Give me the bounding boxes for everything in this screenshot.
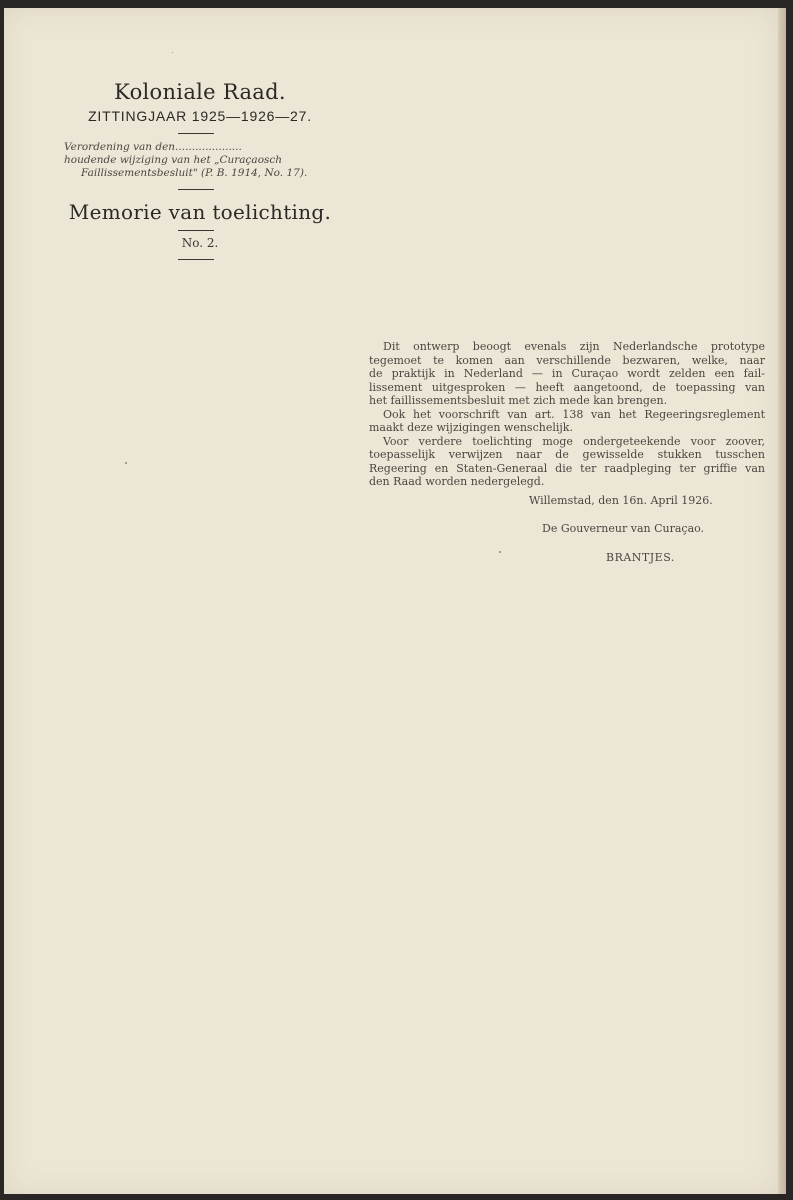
body-line: Ook het voorschrift van art. 138 van het Regeeringsreglement — [383, 407, 765, 421]
body-line: Voor verdere toelichting moge ondergeteekende voor zoover, — [383, 434, 765, 448]
body-line: Dit ontwerp beoogt evenals zijn Nederlandsche prototype — [383, 340, 765, 353]
subject-line-2: houdende wijziging van het „Curaçaosch — [64, 154, 283, 166]
body-line: de praktijk in Nederland — in Curaçao wordt zelden een fail- — [369, 367, 765, 380]
paper-speck — [499, 551, 501, 553]
signatory-office: De Gouverneur van Curaçao. — [542, 522, 705, 535]
body-line: maakt deze wijzigingen wenschelijk. — [369, 421, 573, 434]
session-year: ZITTINGJAAR 1925—1926—27. — [88, 108, 312, 124]
body-line: lissement uitgesproken — heeft aangetoond, de toepassing van — [369, 380, 765, 394]
document-title: Koloniale Raad. — [114, 80, 286, 104]
paper-speck — [125, 462, 127, 464]
page-edge — [778, 8, 786, 1194]
divider-2 — [178, 189, 214, 190]
document-page — [4, 8, 778, 1194]
place-date: Willemstad, den 16n. April 1926. — [529, 494, 713, 507]
explanation-body — [369, 340, 765, 489]
divider-4 — [178, 259, 214, 260]
body-line: het faillissementsbesluit met zich mede kan brengen. — [369, 394, 668, 407]
body-line: den Raad worden nedergelegd. — [369, 475, 545, 488]
divider-1 — [178, 133, 214, 134]
memo-title: Memorie van toelichting. — [68, 200, 332, 224]
subject-line-3: Faillissementsbesluit" (P. B. 1914, No. 17). — [81, 167, 308, 179]
body-line: tegemoet te komen aan verschillende bezwaren, welke, naar — [369, 353, 765, 367]
divider-3 — [178, 230, 214, 231]
document-subject — [60, 141, 340, 180]
document-number: No. 2. — [181, 236, 219, 250]
paper-speck — [172, 52, 173, 53]
body-line: toepasselijk verwijzen naar de gewisselde stukken tusschen — [369, 448, 765, 461]
body-line: Regeering en Staten-Generaal die ter raadpleging ter griffie van — [369, 461, 765, 475]
subject-line-1: Verordening van den.................... — [64, 141, 242, 153]
signatory-name: BRANTJES. — [606, 551, 675, 564]
